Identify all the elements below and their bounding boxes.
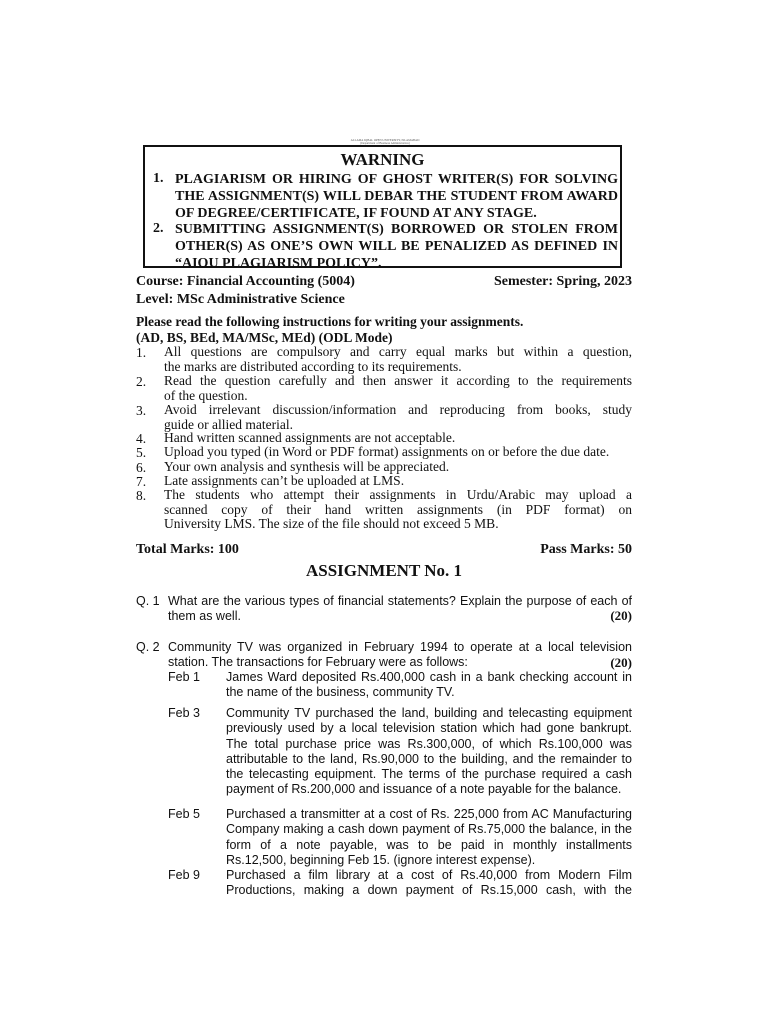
question-text — [168, 594, 632, 624]
transaction-text — [226, 807, 632, 868]
instruction-number: 3. — [136, 403, 147, 418]
transaction-date: Feb 5 — [168, 807, 200, 821]
instruction-line: Your own analysis and synthesis will be appreciated. — [164, 459, 450, 474]
instruction-line: University LMS. The size of the file should not exceed 5 MB. — [164, 516, 499, 532]
instruction-line: of the question. — [164, 387, 248, 403]
transaction-line: Community TV purchased the land, building and telecasting equipment — [226, 706, 632, 720]
transaction-line: Company making a cash down payment of Rs.75,000 the balance, in the — [226, 822, 632, 837]
transaction-line: Productions, making a down payment of Rs.15,000 cash, with the — [226, 883, 632, 898]
university-name: ALLAMA IQBAL OPEN UNIVERSITY, ISLAMABAD — [350, 138, 420, 142]
transaction-text — [226, 670, 632, 701]
transaction-line: James Ward deposited Rs.400,000 cash in a bank checking account in — [226, 670, 632, 684]
warning-item-number: 1. — [153, 171, 164, 186]
instruction-line: scanned copy of their hand written assignments (in PDF format) on — [164, 501, 632, 517]
transaction-date: Feb 1 — [168, 670, 200, 684]
question-text — [168, 640, 632, 670]
instruction-line: The students who attempt their assignments in Urdu/Arabic may upload a — [164, 487, 632, 502]
instruction-line: All questions are compulsory and carry equal marks but within a question, — [164, 344, 632, 359]
course-title: Course: Financial Accounting (5004) — [136, 274, 355, 289]
question-number: Q. 2 — [136, 640, 160, 654]
instruction-number: 6. — [136, 460, 147, 475]
semester: Semester: Spring, 2023 — [493, 274, 632, 289]
transaction-text — [226, 868, 632, 899]
instruction-number: 4. — [136, 431, 147, 446]
instruction-line: the marks are distributed according to its requirements. — [164, 358, 462, 374]
transaction-line: form of a note payable, was to be paid in monthly installments — [226, 837, 632, 852]
instruction-text — [164, 488, 632, 532]
transaction-line: Rs.12,500, beginning Feb 15. (ignore interest expense). — [226, 852, 536, 867]
instruction-number: 7. — [136, 474, 147, 489]
question-line: them as well. — [168, 609, 241, 624]
question-marks: (20) — [610, 655, 632, 670]
pass-marks: Pass Marks: 50 — [540, 542, 632, 557]
transaction-date: Feb 3 — [168, 706, 200, 720]
instruction-line: guide or allied material. — [164, 416, 293, 432]
question-number: Q. 1 — [136, 594, 160, 608]
instruction-line: Avoid irrelevant discussion/information and reproducing from books, study — [164, 402, 632, 417]
warning-line: OTHER(S) AS ONE’S OWN WILL BE PENALIZED AS DEFINED IN — [175, 239, 618, 255]
transaction-text — [226, 706, 632, 798]
question-line: What are the various types of financial statements? Explain the purpose of each of — [168, 594, 632, 608]
question-line: station. The transactions for February were as follows: — [168, 655, 468, 670]
total-marks: Total Marks: 100 — [136, 542, 239, 557]
warning-line: “AIOU PLAGIARISM POLICY”. — [175, 256, 382, 272]
warning-line: SUBMITTING ASSIGNMENT(S) BORROWED OR STOLEN FROM — [175, 222, 618, 237]
transaction-line: previously used by a local television station which had gone bankrupt. — [226, 721, 632, 736]
transaction-line: the telecasting equipment. The terms of the purchase required a cash — [226, 767, 632, 782]
instruction-number: 8. — [136, 488, 147, 503]
assignment-title: ASSIGNMENT No. 1 — [305, 561, 463, 580]
instruction-number: 2. — [136, 374, 147, 389]
transaction-line: The total purchase price was Rs.300,000, of which Rs.100,000 was — [226, 736, 632, 751]
instruction-text — [164, 345, 632, 374]
warning-box — [143, 145, 622, 272]
instructions-heading: Please read the following instructions for writing your assignments. — [136, 314, 524, 329]
question-marks: (20) — [610, 608, 632, 623]
warning-line: THE ASSIGNMENT(S) WILL DEBAR THE STUDENT FROM AWARD — [175, 189, 618, 205]
transaction-line: attributable to the land, Rs.90,000 to the building, and the remainder to — [226, 751, 632, 766]
warning-item-number: 2. — [153, 221, 164, 236]
warning-line: OF DEGREE/CERTIFICATE, IF FOUND AT ANY STAGE. — [175, 206, 537, 222]
transaction-date: Feb 9 — [168, 868, 200, 882]
level: Level: MSc Administrative Science — [136, 292, 345, 307]
warning-item-text — [175, 171, 618, 223]
instruction-text — [164, 403, 632, 432]
instruction-line: Late assignments can’t be uploaded at LMS. — [164, 473, 405, 488]
transaction-line: the name of the business, community TV. — [226, 685, 455, 700]
instruction-text — [164, 445, 632, 460]
transaction-line: payment of Rs.200,000 and issuance of a note payable for the balance. — [226, 782, 622, 797]
transaction-line: Purchased a transmitter at a cost of Rs. 225,000 from AC Manufacturing — [226, 807, 632, 821]
instruction-line: Read the question carefully and then answer it according to the requirements — [164, 373, 632, 388]
instruction-text — [164, 374, 632, 403]
warning-line: PLAGIARISM OR HIRING OF GHOST WRITER(S) FOR SOLVING — [175, 172, 618, 187]
instruction-line: Hand written scanned assignments are not acceptable. — [164, 430, 456, 445]
warning-title: WARNING — [340, 150, 425, 169]
question-line: Community TV was organized in February 1994 to operate at a local television — [168, 640, 632, 654]
department-name: (Department of Business Administration) — [360, 141, 410, 145]
transaction-line: Purchased a film library at a cost of Rs.40,000 from Modern Film — [226, 868, 632, 882]
warning-item-text — [175, 221, 618, 273]
instruction-number: 1. — [136, 345, 147, 360]
programs-line: (AD, BS, BEd, MA/MSc, MEd) (ODL Mode) — [136, 330, 393, 345]
instruction-line: Upload you typed (in Word or PDF format) assignments on or before the due date. — [164, 444, 610, 459]
instruction-number: 5. — [136, 445, 147, 460]
